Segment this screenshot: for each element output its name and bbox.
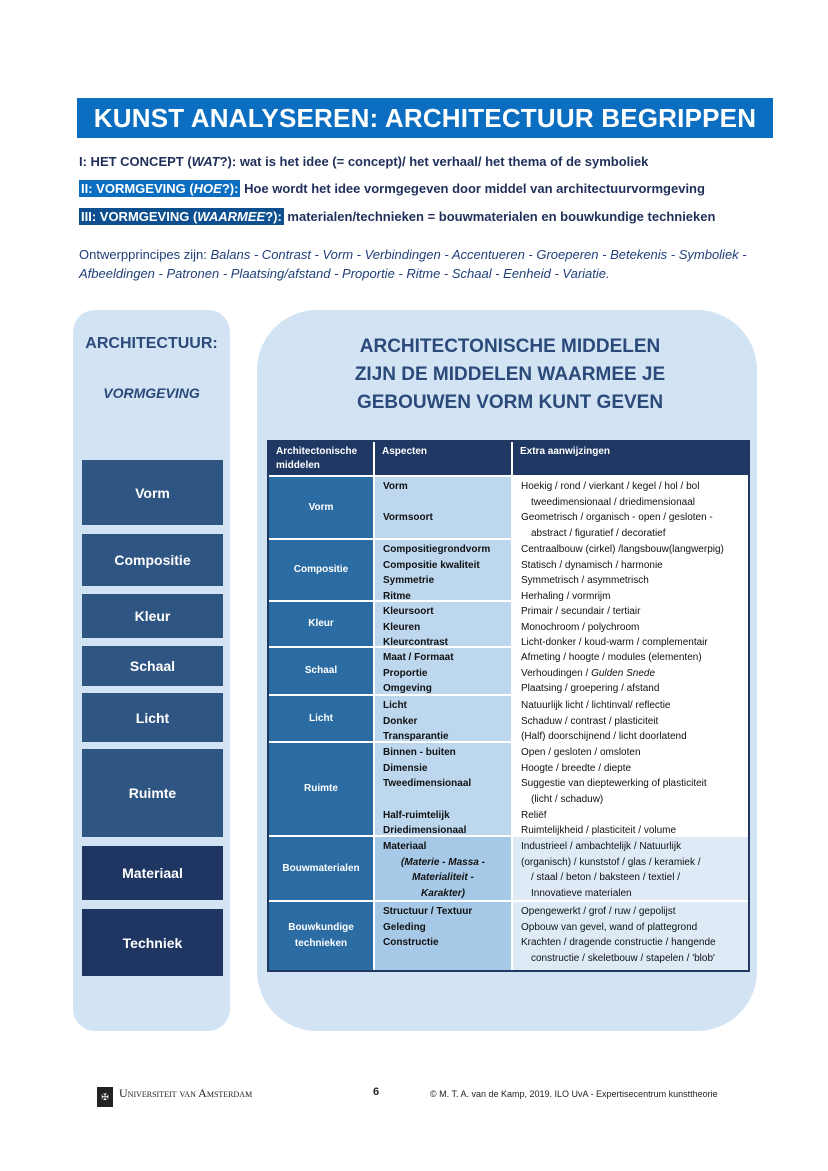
extra-text: (organisch) / kunststof / glas / keramiek / <box>521 856 701 868</box>
extra-text: Hoekig / rond / vierkant / kegel / hol / bol <box>521 481 700 492</box>
extra-text: Open / gesloten / omsloten <box>521 747 641 758</box>
middel-box-ruimte: Ruimte <box>82 749 223 837</box>
table-row <box>269 600 748 649</box>
extra-text: Primair / secundair / tertiair <box>521 606 641 617</box>
page-title: KUNST ANALYSEREN: ARCHITECTUUR BEGRIPPEN <box>77 98 773 138</box>
table-row <box>269 475 748 538</box>
middel-box-kleur: Kleur <box>82 594 223 638</box>
middel-cell: Compositie <box>269 540 375 600</box>
table-row <box>269 900 748 970</box>
extra-text: Geometrisch / organisch - open / gesloten - <box>521 512 713 524</box>
aspect-cell <box>375 696 513 741</box>
right-heading: ARCHITECTONISCHE MIDDELEN ZIJN DE MIDDELEN WAARMEE JE GEBOUWEN VORM KUNT GEVEN <box>354 336 666 413</box>
extra-cell <box>513 902 748 970</box>
middel-cell: Vorm <box>269 477 375 538</box>
extra-text: Plaatsing / groepering / afstand <box>521 683 660 695</box>
table-row <box>269 835 748 900</box>
extra-text: (licht / schaduw) <box>531 794 604 806</box>
aspect-text: Symmetrie <box>383 575 435 587</box>
aspect-text: Materialiteit - <box>412 872 474 884</box>
aspect-text: Transparantie <box>383 731 449 743</box>
extra-text: Hoogte / breedte / diepte <box>521 762 632 774</box>
extra-text: Symmetrisch / asymmetrisch <box>521 575 649 587</box>
aspect-text: Kleuren <box>383 621 421 633</box>
extra-text: Centraalbouw (cirkel) /langsbouw(langwerpig) <box>521 544 724 555</box>
middel-box-techniek: Techniek <box>82 909 223 976</box>
aspect-cell <box>375 743 513 835</box>
aspect-text: Maat / Formaat <box>383 652 454 663</box>
extra-cell <box>513 540 748 603</box>
aspect-cell <box>375 902 513 970</box>
extra-cell <box>513 743 748 835</box>
extra-text: Opengewerkt / grof / ruw / gepolijst <box>521 906 676 917</box>
extra-text: Statisch / dynamisch / harmonie <box>521 559 663 571</box>
middel-box-materiaal: Materiaal <box>82 846 223 900</box>
middel-cell: Bouwkundige technieken <box>269 902 375 970</box>
middel-cell: Licht <box>269 696 375 741</box>
extra-text: / staal / beton / baksteen / textiel / <box>531 872 680 884</box>
aspect-text: Karakter) <box>421 888 465 900</box>
architecture-table <box>267 440 750 972</box>
aspect-cell <box>375 540 513 603</box>
extra-text: Opbouw van gevel, wand of plattegrond <box>521 921 698 933</box>
extra-text: tweedimensionaal / driedimensionaal <box>531 496 695 508</box>
extra-cell <box>513 477 748 538</box>
extra-text: constructie / skeletbouw / stapelen / 'blob' <box>531 953 715 965</box>
extra-cell <box>513 602 748 649</box>
extra-text: Krachten / dragende constructie / hangende <box>521 937 716 949</box>
middel-cell: Bouwmaterialen <box>269 837 375 900</box>
extra-text: Industrieel / ambachtelijk / Natuurlijk <box>521 841 682 852</box>
middel-box-licht: Licht <box>82 693 223 742</box>
aspect-text: Structuur / Textuur <box>383 906 473 917</box>
aspect-text: Tweedimensionaal <box>383 778 472 790</box>
vormgeving-hoe-line <box>79 181 705 196</box>
aspect-text: Materiaal <box>383 841 427 852</box>
label: ?): <box>219 154 240 169</box>
extra-text: abstract / figuratief / decoratief <box>531 528 666 540</box>
extra-cell <box>513 648 748 694</box>
extra-text: (Half) doorschijnend / licht doorlatend <box>521 731 687 743</box>
extra-text: Verhoudingen / Gulden Snede <box>521 667 656 679</box>
left-subheading: VORMGEVING <box>103 385 200 401</box>
middel-cell: Schaal <box>269 648 375 694</box>
aspect-cell <box>375 477 513 538</box>
aspect-text: Kleursoort <box>383 606 434 617</box>
copyright: © M. T. A. van de Kamp, 2019. ILO UvA - Expertisecentrum kunsttheorie <box>430 1089 718 1099</box>
text: wat is het idee (= concept)/ het verhaal/ het thema of de symboliek <box>239 154 649 169</box>
aspect-text: Proportie <box>383 667 428 679</box>
text: materialen/technieken = bouwmaterialen en bouwkundige technieken <box>283 209 716 224</box>
uva-logo: ✠ <box>97 1087 113 1107</box>
aspect-text: Half-ruimtelijk <box>383 809 450 821</box>
aspect-text: Vorm <box>383 481 408 492</box>
design-principles: Ontwerpprincipes zijn: Balans - Contrast - Vorm - Verbindingen - Accentueren - Groeperen - Betekenis - Symboliek - Afbeeldingen - Patronen - Plaatsing/afstand - Proportie - Ritme - Schaal - Eenheid - Variatie. <box>79 247 747 281</box>
table-row <box>269 694 748 741</box>
middel-cell: Ruimte <box>269 743 375 835</box>
university-name: Universiteit van Amsterdam <box>119 1086 253 1100</box>
aspect-text: Compositie kwaliteit <box>383 559 480 571</box>
aspect-text <box>383 495 503 511</box>
extra-text: Natuurlijk licht / lichtinval/ reflectie <box>521 700 671 711</box>
middel-box-vorm: Vorm <box>82 460 223 525</box>
extra-text: Schaduw / contrast / plasticiteit <box>521 715 659 727</box>
vormgeving-waarmee-line <box>79 209 715 224</box>
aspect-cell <box>375 837 513 900</box>
extra-text: Monochroom / polychroom <box>521 621 640 633</box>
extra-text: Reliëf <box>521 809 547 821</box>
aspect-text: Ritme <box>383 591 411 603</box>
table-row <box>269 741 748 835</box>
table-row <box>269 538 748 603</box>
highlight-label: II: VORMGEVING (HOE?): <box>81 181 239 196</box>
aspect-text: Binnen - buiten <box>383 747 456 758</box>
aspect-text: Driedimensionaal <box>383 825 467 837</box>
extra-text: Ruimtelijkheid / plasticiteit / volume <box>521 825 677 837</box>
highlight-label: III: VORMGEVING (WAARMEE?): <box>81 209 282 224</box>
extra-text: Suggestie van dieptewerking of plasticiteit <box>521 778 707 790</box>
extra-text: Licht-donker / koud-warm / complementair <box>521 637 708 649</box>
aspect-text: Dimensie <box>383 762 428 774</box>
text: Hoe wordt het idee vormgegeven door middel van architectuurvormgeving <box>240 181 705 196</box>
aspect-text: Geleding <box>383 921 426 933</box>
extra-text: Innovatieve materialen <box>531 888 632 900</box>
aspect-text: Donker <box>383 715 418 727</box>
aspect-text: (Materie - Massa - <box>401 856 485 868</box>
aspect-text: Vormsoort <box>383 512 433 524</box>
aspect-text: Omgeving <box>383 683 432 695</box>
table-row <box>269 646 748 694</box>
label: I: HET CONCEPT ( <box>79 154 192 169</box>
extra-text: Herhaling / vormrijm <box>521 591 611 603</box>
extra-cell <box>513 837 748 900</box>
left-heading: ARCHITECTUUR: <box>85 335 218 352</box>
page-number: 6 <box>373 1086 380 1098</box>
aspect-cell <box>375 648 513 694</box>
aspect-text: Compositiegrondvorm <box>383 544 491 555</box>
middel-box-compositie: Compositie <box>82 534 223 586</box>
aspect-text <box>383 792 503 808</box>
middel-cell: Kleur <box>269 602 375 646</box>
aspect-text <box>383 951 503 967</box>
extra-cell <box>513 696 748 741</box>
extra-text: Afmeting / hoogte / modules (elementen) <box>521 652 702 663</box>
concept-line <box>79 154 648 169</box>
aspect-cell <box>375 602 513 649</box>
aspect-text: Kleurcontrast <box>383 637 449 649</box>
table-header: Architectonische middelen Aspecten Extra aanwijzingen <box>269 442 748 475</box>
aspect-text: Constructie <box>383 937 439 949</box>
aspect-text: Licht <box>383 700 407 711</box>
middel-box-schaal: Schaal <box>82 646 223 686</box>
label-italic: WAT <box>191 154 220 169</box>
